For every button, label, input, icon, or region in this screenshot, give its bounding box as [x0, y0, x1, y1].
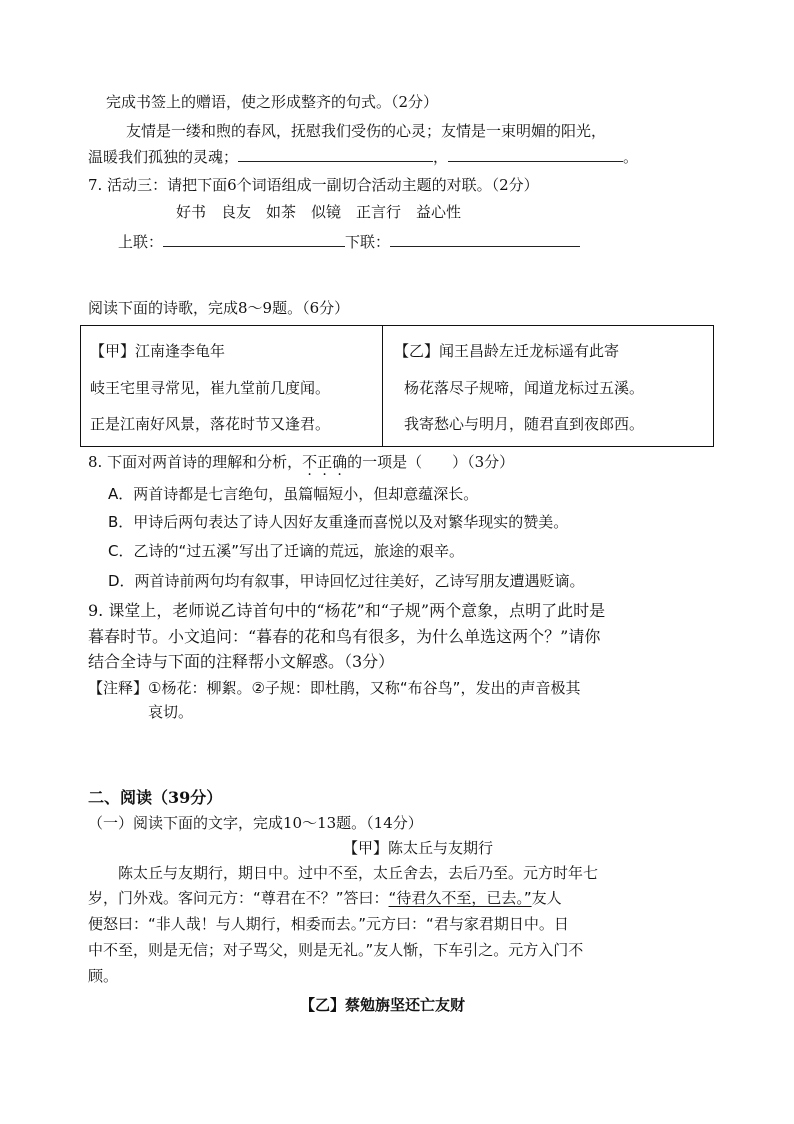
q9-line1: 9. 课堂上，老师说乙诗首句中的“杨花”和“子规”两个意象，点明了此时是 — [88, 601, 606, 620]
poem-yi-line2: 我寄愁心与明月，随君直到夜郎西。 — [404, 415, 645, 433]
lower-couplet-blank[interactable] — [390, 232, 580, 247]
q6-line2-lead: 温暖我们孤独的灵魂； — [88, 148, 239, 166]
passage-p3: 便怒曰：“非人哉！与人期行，相委而去。”元方曰：“君与家君期日中。日 — [88, 915, 569, 933]
poem-jia-line1: 岐王宅里寻常见，崔九堂前几度闻。 — [90, 379, 331, 397]
q8-option-b[interactable]: B．甲诗后两句表达了诗人因好友重逢而喜悦以及对繁华现实的赞美。 — [108, 513, 569, 531]
lower-couplet-label: 下联： — [345, 233, 391, 251]
q8-option-a[interactable]: A．两首诗都是七言绝句，虽篇幅短小，但却意蕴深长。 — [108, 485, 479, 503]
q7-words: 好书 良友 如茶 似镜 正言行 益心性 — [176, 203, 462, 221]
answer-blank-1[interactable] — [238, 147, 433, 162]
yi-passage-title: 【乙】蔡勉旃坚还亡友财 — [300, 996, 466, 1014]
q6-line2 — [88, 147, 638, 167]
poem-jia-line2: 正是江南好风景，落花时节又逢君。 — [90, 415, 331, 433]
poem-yi-line1: 杨花落尽子规啼，闻道龙标过五溪。 — [404, 379, 645, 397]
upper-couplet-label: 上联： — [118, 233, 164, 251]
emphasis-char: 正 — [317, 453, 333, 471]
section2-heading: 二、阅读（39分） — [88, 788, 223, 807]
q8-prompt-b: 的一项是（ ）（3分） — [347, 453, 515, 471]
jia-passage-title: 【甲】陈太丘与友期行 — [343, 839, 494, 857]
section2-sub: （一）阅读下面的文字，完成10～13题。（14分） — [88, 814, 423, 832]
passage-p5: 顾。 — [88, 967, 119, 985]
q6-end: 。 — [623, 148, 639, 166]
q6-prompt: 完成书签上的赠语，使之形成整齐的句式。（2分） — [106, 93, 439, 111]
q8-option-c[interactable]: C．乙诗的“过五溪”写出了迁谪的荒远，旅途的艰辛。 — [108, 542, 465, 560]
q8-option-d[interactable]: D．两首诗前两句均有叙事，甲诗回忆过往美好，乙诗写朋友遭遇贬谪。 — [108, 572, 585, 590]
poem-intro: 阅读下面的诗歌，完成8～9题。（6分） — [88, 299, 350, 317]
poem-divider — [382, 326, 383, 446]
q7-prompt: 7. 活动三：请把下面6个词语组成一副切合活动主题的对联。（2分） — [88, 176, 539, 194]
passage-p1: 陈太丘与友期行，期日中。过中不至，太丘舍去，去后乃至。元方时年七 — [118, 864, 599, 882]
passage-p2 — [88, 888, 562, 908]
q9-line2: 暮春时节。小文追问：“暮春的花和鸟有很多，为什么单选这两个？”请你 — [88, 627, 601, 646]
emphasis-char: 不 — [302, 453, 318, 471]
q7-couplet-line — [118, 232, 580, 252]
poem-jia-title: 【甲】江南逢李龟年 — [90, 342, 226, 360]
passage-p4: 中不至，则是无信；对子骂父，则是无礼。”友人惭，下车引之。元方入门不 — [88, 941, 584, 959]
emphasis-char: 确 — [332, 453, 348, 471]
q9-note1: 【注释】①杨花：柳絮。②子规：即杜鹃，又称“布谷鸟”，发出的声音极其 — [88, 679, 581, 697]
q6-comma: ， — [433, 148, 449, 166]
passage-p2-end: 友人 — [531, 889, 562, 907]
q8-prompt-a: 8. 下面对两首诗的理解和分析， — [88, 453, 303, 471]
poem-yi-title: 【乙】闻王昌龄左迁龙标遥有此寄 — [394, 342, 620, 360]
underlined-sentence: “待君久不至，已去。” — [388, 889, 532, 907]
q9-note2: 哀切。 — [148, 703, 194, 721]
upper-couplet-blank[interactable] — [163, 232, 345, 247]
q9-line3: 结合全诗与下面的注释帮小文解惑。（3分） — [88, 652, 395, 671]
passage-p2-a: 岁，门外戏。客问元方：“尊君在不？”答曰： — [88, 889, 389, 907]
answer-blank-2[interactable] — [448, 147, 623, 162]
q6-line1: 友情是一缕和煦的春风，抚慰我们受伤的心灵；友情是一束明媚的阳光， — [126, 122, 607, 140]
q8-prompt — [88, 452, 514, 472]
